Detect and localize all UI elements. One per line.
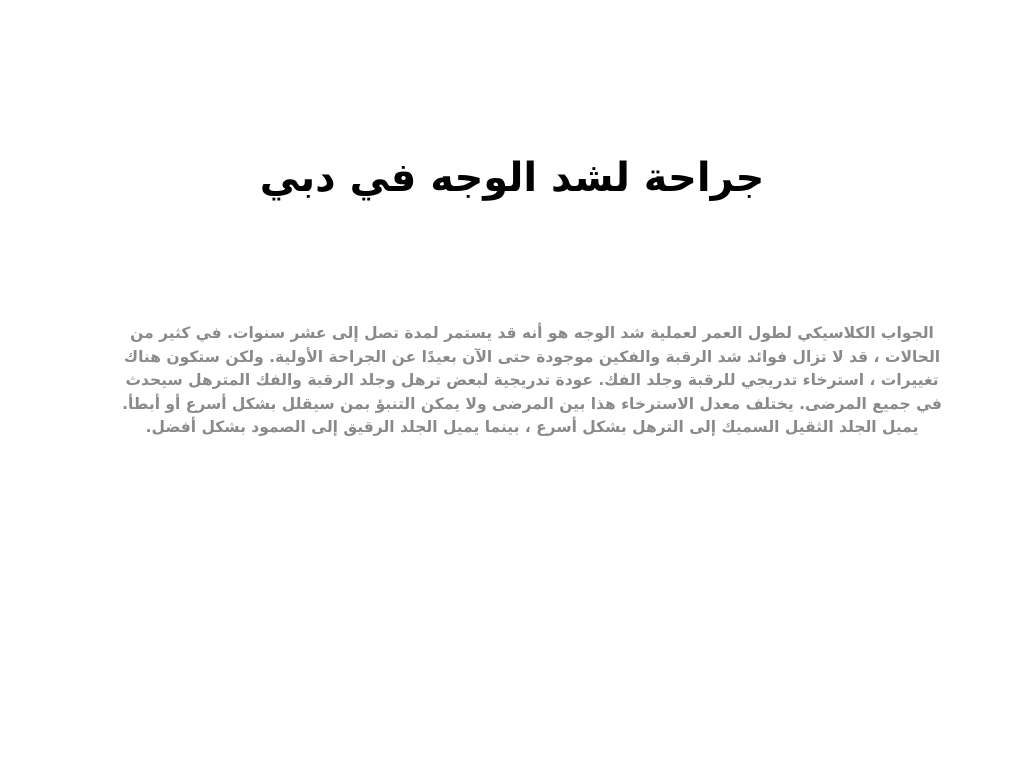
- slide-body-text: الجواب الكلاسيكي لطول العمر لعملية شد الوجه هو أنه قد يستمر لمدة تصل إلى عشر سنوات. في كثير من الحالات ، قد لا تزال فوائد شد الرقبة والفكين موجودة حتى الآن بعيدًا عن الجراحة الأولية. ولكن ستكون هناك تغييرات ، استرخاء تدريجي للرقبة وجلد الفك. عودة تدريجية لبعض ترهل وجلد الرقبة والفك المترهل سيحدث في جميع المرضى. يختلف معدل الاسترخاء هذا بين المرضى ولا يمكن التنبؤ بمن سيقلل بشكل أسرع أو أبطأ. يميل الجلد الثقيل السميك إلى الترهل بشكل أسرع ، بينما يميل الجلد الرقيق إلى الصمود بشكل أفضل.: [122, 324, 942, 436]
- slide-title: جراحة لشد الوجه في دبي: [259, 155, 765, 201]
